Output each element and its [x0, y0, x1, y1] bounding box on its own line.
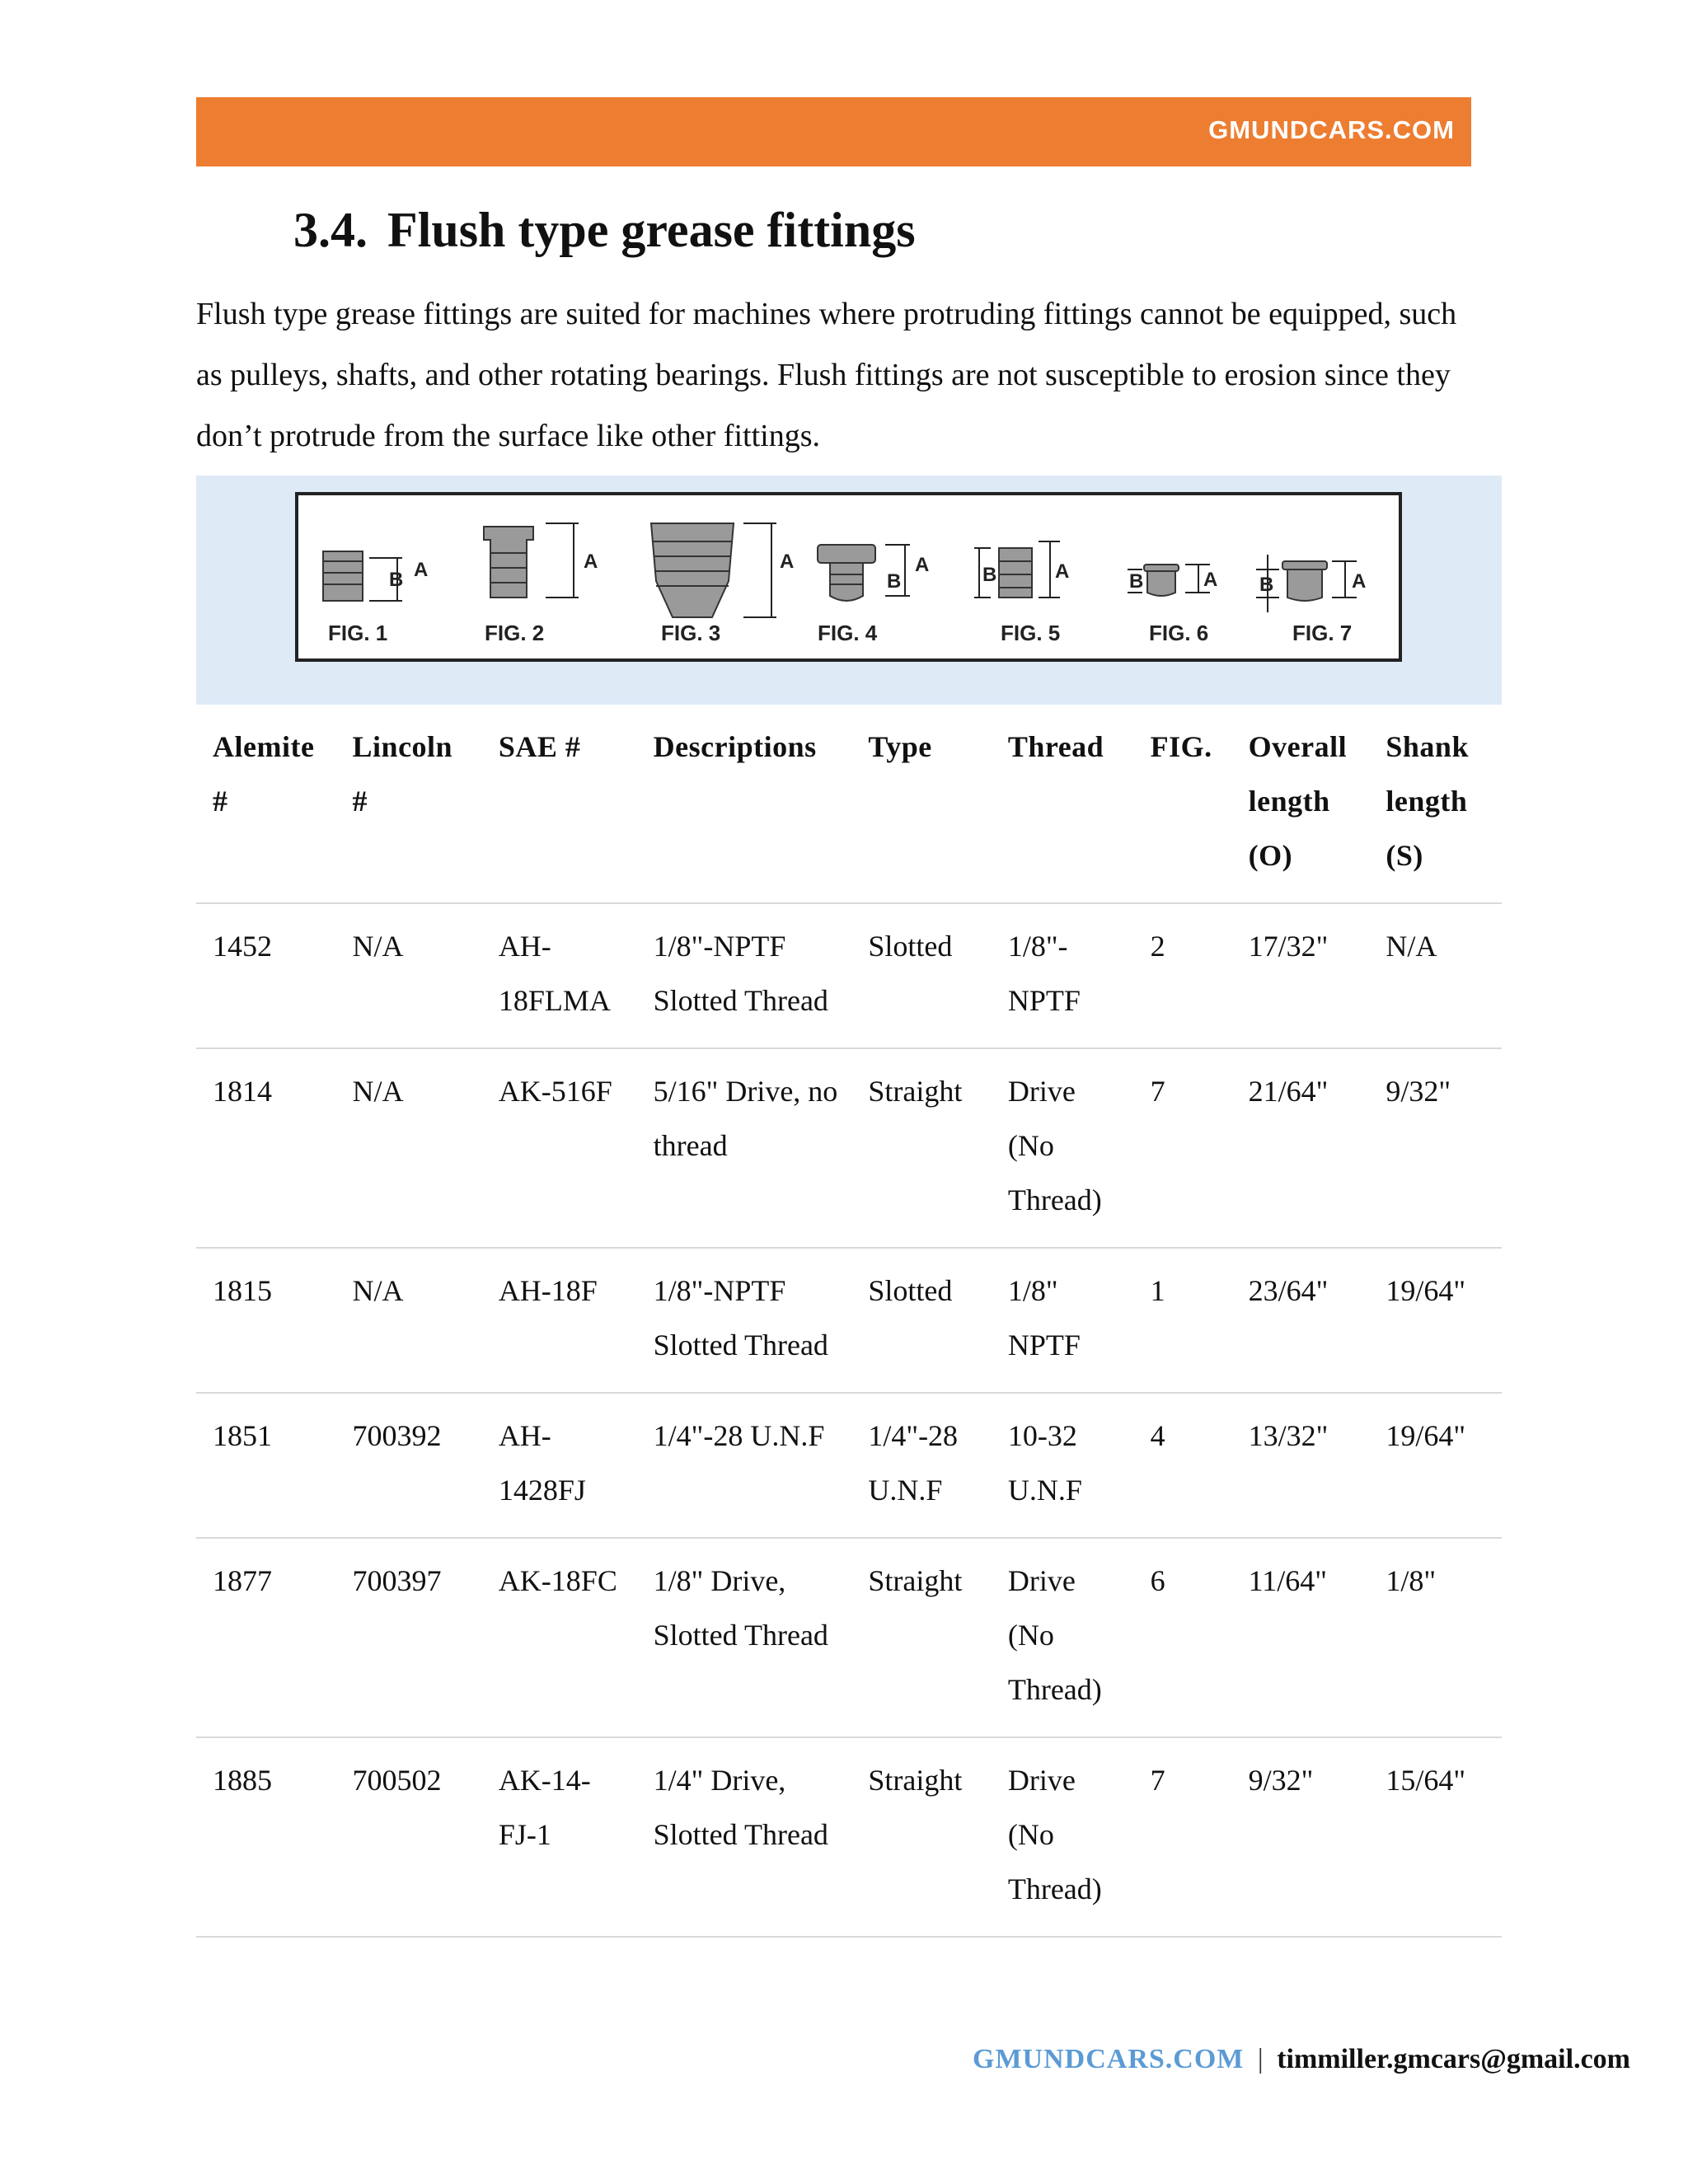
- cell-fig: 7: [1150, 1764, 1165, 1797]
- cell-type: Slotted: [868, 1274, 953, 1307]
- fig5-dim-b: B: [982, 564, 997, 586]
- cell-lincoln: N/A: [352, 1274, 404, 1307]
- col-type: Type: [868, 730, 932, 763]
- cell-sae: AH-18FLMA: [498, 930, 611, 1017]
- cell-shank-length: 9/32": [1386, 1075, 1451, 1108]
- cell-sae: AK-516F: [498, 1075, 612, 1108]
- cell-sae: AH-1428FJ: [498, 1419, 586, 1507]
- cell-thread: 1/8" NPTF: [1007, 1274, 1081, 1361]
- fittings-table: [196, 705, 1502, 1938]
- col-overall-length: Overall length (O): [1248, 730, 1348, 872]
- cell-description: 1/8" Drive, Slotted Thread: [653, 1564, 828, 1652]
- fig4-dim-b: B: [887, 570, 902, 593]
- cell-alemite: 1452: [213, 930, 272, 963]
- fig6-dim-a: A: [1203, 569, 1218, 591]
- table-row: [196, 903, 1502, 1048]
- fig2-fitting: [484, 527, 533, 598]
- footer-separator: |: [1257, 2044, 1264, 2074]
- cell-overall-length: 17/32": [1248, 930, 1329, 963]
- cell-fig: 4: [1150, 1419, 1165, 1452]
- cell-lincoln: 700392: [352, 1419, 442, 1452]
- cell-lincoln: 700502: [352, 1764, 442, 1797]
- section-title: [293, 202, 916, 259]
- fig4-label: FIG. 4: [818, 621, 878, 645]
- fig1-dim-a: A: [414, 559, 429, 581]
- cell-fig: 1: [1150, 1274, 1165, 1307]
- col-shank-length: Shank length (S): [1386, 730, 1469, 872]
- cell-alemite: 1877: [213, 1564, 272, 1597]
- cell-description: 1/4"-28 U.N.F: [653, 1419, 825, 1452]
- cell-type: Straight: [868, 1075, 963, 1108]
- fig7-dim-a: A: [1352, 570, 1367, 593]
- fig3-fitting: [651, 523, 734, 617]
- fig5-fitting: [999, 548, 1032, 598]
- fig1-fitting: [323, 551, 363, 601]
- cell-thread: Drive (No Thread): [1007, 1564, 1102, 1706]
- cell-lincoln: 700397: [352, 1564, 442, 1597]
- fig2-label: FIG. 2: [485, 621, 545, 645]
- fig6-dim-b: B: [1129, 570, 1144, 593]
- table-row: [196, 1393, 1502, 1538]
- fig4-fitting: [818, 545, 875, 601]
- fig3-label: FIG. 3: [661, 621, 721, 645]
- cell-shank-length: 1/8": [1386, 1564, 1437, 1597]
- cell-type: 1/4"-28 U.N.F: [868, 1419, 959, 1507]
- cell-alemite: 1885: [213, 1764, 272, 1797]
- fig2-dim-a: A: [584, 551, 598, 573]
- cell-description: 1/8"-NPTF Slotted Thread: [653, 930, 828, 1017]
- fig4-dim-a: A: [915, 554, 930, 576]
- cell-description: 5/16" Drive, no thread: [653, 1075, 838, 1162]
- cell-alemite: 1815: [213, 1274, 272, 1307]
- cell-type: Straight: [868, 1564, 963, 1597]
- cell-sae: AH-18F: [498, 1274, 598, 1307]
- cell-shank-length: N/A: [1386, 930, 1437, 963]
- cell-overall-length: 23/64": [1248, 1274, 1329, 1307]
- col-alemite: Alemite #: [213, 730, 315, 818]
- cell-fig: 7: [1150, 1075, 1165, 1108]
- col-thread: Thread: [1007, 730, 1104, 763]
- fig1-label: FIG. 1: [328, 621, 388, 645]
- cell-fig: 6: [1150, 1564, 1165, 1597]
- cell-overall-length: 9/32": [1248, 1764, 1314, 1797]
- table-row: [196, 1538, 1502, 1737]
- cell-shank-length: 19/64": [1386, 1419, 1466, 1452]
- cell-thread: 1/8"-NPTF: [1007, 930, 1081, 1017]
- cell-alemite: 1814: [213, 1075, 272, 1108]
- section-title-text: Flush type grease fittings: [387, 203, 916, 257]
- header-bar: [196, 97, 1471, 166]
- table-row: [196, 1048, 1502, 1248]
- footer-email: timmiller.gmcars@gmail.com: [1277, 2044, 1630, 2074]
- cell-lincoln: N/A: [352, 1075, 404, 1108]
- cell-shank-length: 15/64": [1386, 1764, 1466, 1797]
- col-fig: FIG.: [1150, 730, 1212, 763]
- col-lincoln: Lincoln #: [352, 730, 453, 818]
- footer-site: GMUNDCARS.COM: [973, 2044, 1245, 2074]
- fig5-label: FIG. 5: [1001, 621, 1061, 645]
- col-sae: SAE #: [498, 730, 581, 763]
- section-number: 3.4.: [293, 203, 368, 257]
- cell-description: 1/4" Drive, Slotted Thread: [653, 1764, 828, 1851]
- fig3-dim-a: A: [780, 551, 795, 573]
- cell-thread: Drive (No Thread): [1007, 1764, 1102, 1905]
- fig6-fitting: [1144, 565, 1179, 596]
- cell-sae: AK-18FC: [498, 1564, 617, 1597]
- fig7-fitting: [1282, 561, 1327, 601]
- fig7-label: FIG. 7: [1292, 621, 1353, 645]
- cell-overall-length: 11/64": [1248, 1564, 1327, 1597]
- cell-overall-length: 21/64": [1248, 1075, 1329, 1108]
- cell-type: Slotted: [868, 930, 953, 963]
- cell-alemite: 1851: [213, 1419, 272, 1452]
- cell-sae: AK-14-FJ-1: [498, 1764, 591, 1851]
- cell-description: 1/8"-NPTF Slotted Thread: [653, 1274, 828, 1361]
- fig7-dim-b: B: [1259, 574, 1274, 596]
- header-site-name: GMUNDCARS.COM: [1208, 115, 1455, 144]
- fittings-diagram: [298, 495, 1399, 658]
- page-footer: [973, 2044, 1630, 2075]
- fig5-dim-a: A: [1055, 560, 1070, 583]
- col-descriptions: Descriptions: [653, 730, 817, 763]
- cell-thread: 10-32 U.N.F: [1007, 1419, 1082, 1507]
- intro-paragraph: Flush type grease fittings are suited for machines where protruding fittings cannot be equipped, such as pulleys, shafts, and other rotating bearings. Flush fittings are not susceptible to erosion since they don’t protrude from the surface like other fittings.: [196, 297, 1457, 453]
- table-header-row: [196, 705, 1502, 903]
- cell-type: Straight: [868, 1764, 963, 1797]
- cell-fig: 2: [1150, 930, 1165, 963]
- table-row: [196, 1737, 1502, 1937]
- cell-thread: Drive (No Thread): [1007, 1075, 1102, 1216]
- cell-overall-length: 13/32": [1248, 1419, 1329, 1452]
- cell-lincoln: N/A: [352, 930, 404, 963]
- cell-shank-length: 19/64": [1386, 1274, 1466, 1307]
- table-row: [196, 1248, 1502, 1393]
- fig1-dim-b: B: [389, 569, 404, 591]
- fig6-label: FIG. 6: [1149, 621, 1209, 645]
- figure-panel: [196, 476, 1502, 705]
- fittings-figure: [295, 492, 1402, 662]
